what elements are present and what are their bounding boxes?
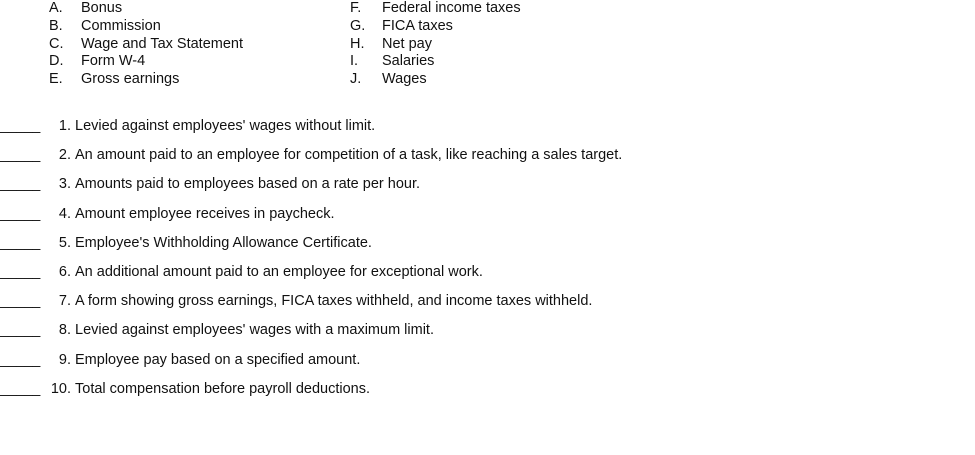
question-text: Employee's Withholding Allowance Certificate. <box>75 234 372 251</box>
question-item <box>0 204 622 233</box>
question-text: Total compensation before payroll deductions. <box>75 380 371 397</box>
answer-blank[interactable]: _____ <box>0 234 41 251</box>
term-item <box>49 0 243 18</box>
question-text: An amount paid to an employee for competition of a task, like reaching a sales target. <box>75 147 623 164</box>
term-letter: B. <box>49 17 63 34</box>
term-label: Wages <box>382 71 427 88</box>
term-item <box>350 0 521 18</box>
term-label: Bonus <box>81 0 123 16</box>
question-number: 9. <box>58 351 71 368</box>
question-text: Amount employee receives in paycheck. <box>75 205 335 222</box>
question-text: Levied against employees' wages without limit. <box>75 118 376 134</box>
term-item <box>49 53 243 71</box>
term-letter: A. <box>49 0 63 16</box>
term-letter: D. <box>49 53 64 70</box>
question-number: 5. <box>58 234 71 251</box>
question-text: An additional amount paid to an employee for exceptional work. <box>75 263 483 280</box>
question-item <box>0 291 622 320</box>
question-list <box>0 116 622 408</box>
term-label: Form W-4 <box>81 53 146 70</box>
question-number: 3. <box>58 176 71 193</box>
term-letter: I. <box>350 53 359 70</box>
answer-blank[interactable]: _____ <box>0 351 41 368</box>
answer-blank[interactable]: _____ <box>0 176 41 193</box>
term-item <box>350 53 521 71</box>
term-item <box>350 71 521 89</box>
term-label: Salaries <box>382 53 435 70</box>
term-letter: F. <box>350 0 362 16</box>
question-item <box>0 116 622 145</box>
question-text: Levied against employees' wages with a maximum limit. <box>75 322 434 339</box>
answer-blank[interactable]: _____ <box>0 380 41 397</box>
term-letter: C. <box>49 35 64 52</box>
term-label: Gross earnings <box>81 71 180 88</box>
question-number: 8. <box>58 322 71 339</box>
question-text: A form showing gross earnings, FICA taxes withheld, and income taxes withheld. <box>75 293 593 310</box>
question-item <box>0 379 622 408</box>
question-item <box>0 320 622 349</box>
answer-blank[interactable]: _____ <box>0 118 41 134</box>
answer-blank[interactable]: _____ <box>0 205 41 222</box>
question-text: Employee pay based on a specified amount. <box>75 351 361 368</box>
question-item <box>0 350 622 379</box>
term-item <box>49 18 243 36</box>
question-item <box>0 262 622 291</box>
question-item <box>0 145 622 174</box>
answer-blank[interactable]: _____ <box>0 147 41 164</box>
term-item <box>49 71 243 89</box>
term-letter: E. <box>49 71 63 88</box>
terms-list-left <box>49 0 243 89</box>
term-letter: G. <box>350 17 366 34</box>
question-number: 7. <box>58 293 71 310</box>
term-label: Commission <box>81 17 161 34</box>
question-number: 4. <box>58 205 71 222</box>
term-label: Wage and Tax Statement <box>81 35 244 52</box>
question-number: 1. <box>58 118 71 134</box>
term-label: Federal income taxes <box>382 0 521 16</box>
terms-list-right <box>350 0 521 89</box>
answer-blank[interactable]: _____ <box>0 293 41 310</box>
question-item <box>0 174 622 203</box>
question-number: 2. <box>58 147 71 164</box>
term-label: Net pay <box>382 35 432 52</box>
term-label: FICA taxes <box>382 17 453 34</box>
answer-blank[interactable]: _____ <box>0 322 41 339</box>
question-number: 10. <box>50 380 71 397</box>
term-item <box>350 18 521 36</box>
question-item <box>0 233 622 262</box>
term-item <box>49 36 243 54</box>
answer-blank[interactable]: _____ <box>0 263 41 280</box>
term-letter: J. <box>350 71 362 88</box>
term-letter: H. <box>350 35 365 52</box>
question-text: Amounts paid to employees based on a rate per hour. <box>75 176 420 193</box>
question-number: 6. <box>58 263 71 280</box>
term-item <box>350 36 521 54</box>
